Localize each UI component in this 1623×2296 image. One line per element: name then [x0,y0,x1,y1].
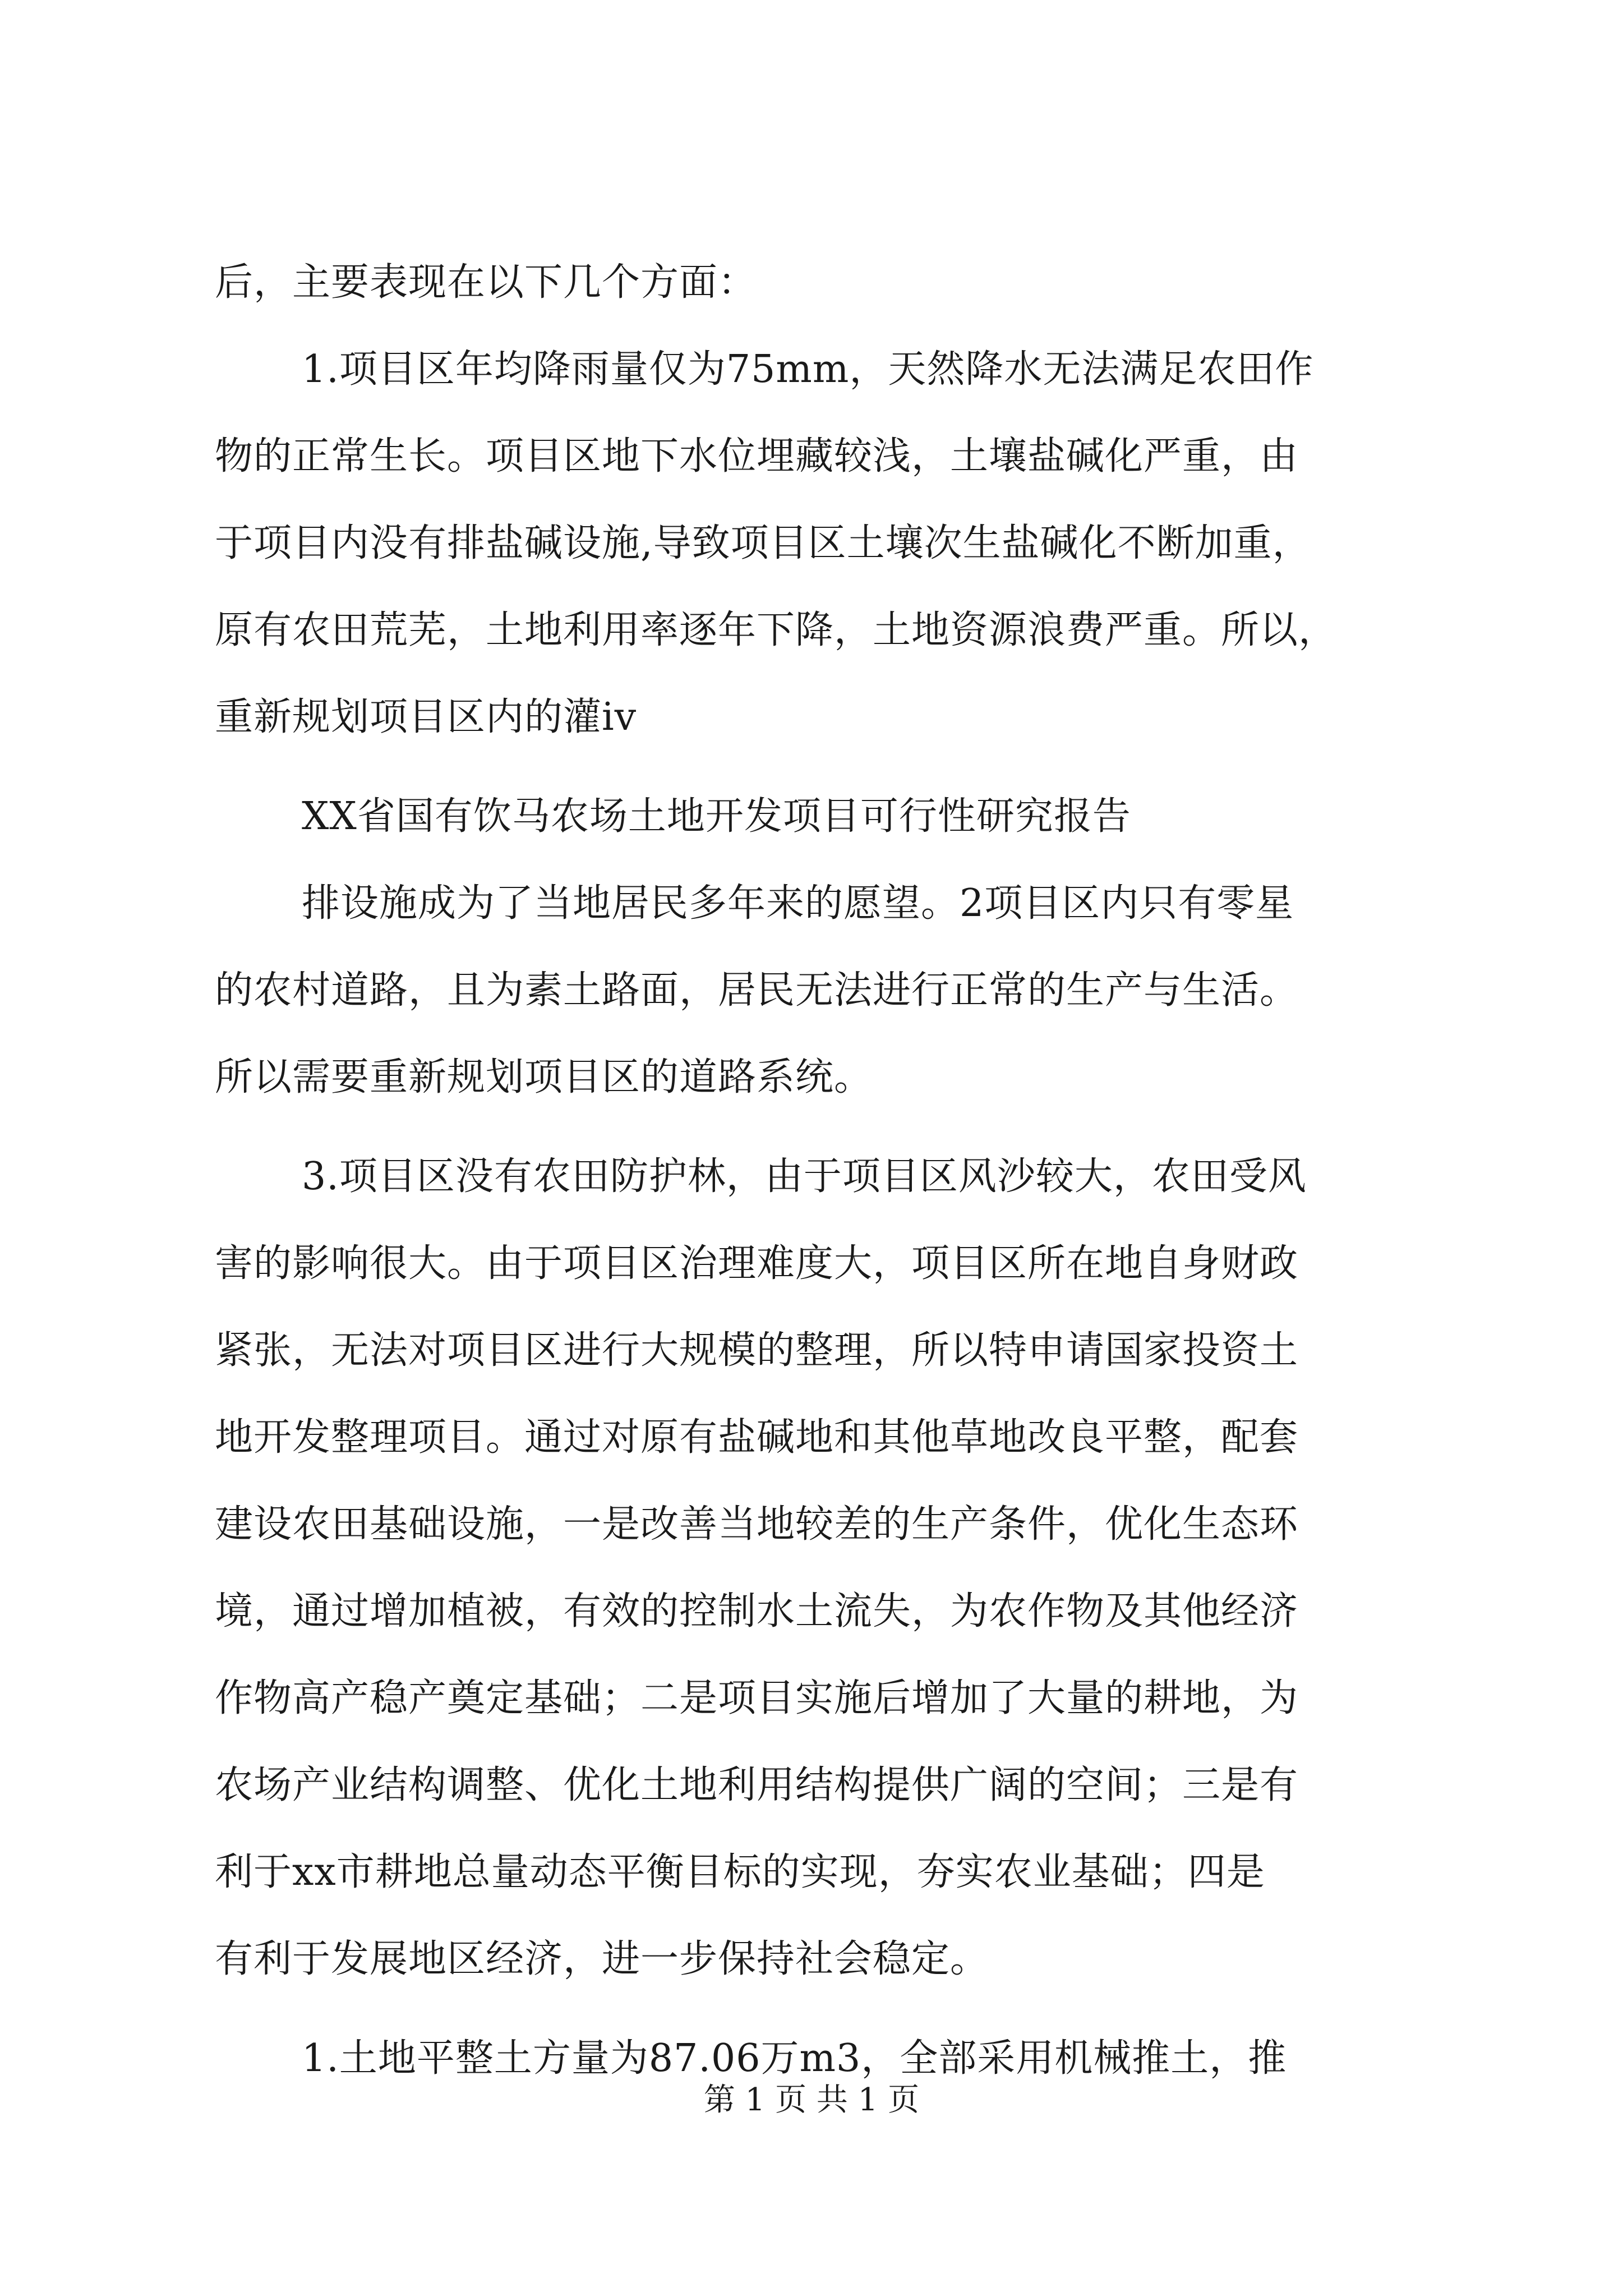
text-line: 境，通过增加植被，有效的控制水土流失，为农作物及其他经济 [215,1589,1299,1634]
text-line: 排设施成为了当地居民多年来的愿望。2项目区内只有零星 [302,881,1294,926]
document-body [215,260,1437,2081]
text-line: 害的影响很大。由于项目区治理难度大，项目区所在地自身财政 [215,1241,1299,1286]
text-line: 后，主要表现在以下几个方面： [215,260,757,305]
text-line: 地开发整理项目。通过对原有盐碱地和其他草地改良平整，配套 [215,1415,1299,1460]
text-line: 1.土地平整土方量为87.06万m3，全部采用机械推土，推 [302,2036,1287,2081]
text-line: 于项目内没有排盐碱设施,导致项目区土壤次生盐碱化不断加重， [215,521,1311,565]
text-line: 有利于发展地区经济，进一步保持社会稳定。 [215,1937,989,1981]
text-line: 3.项目区没有农田防护林，由于项目区风沙较大，农田受风 [302,1154,1307,1199]
text-line: 利于xx市耕地总量动态平衡目标的实现，夯实农业基础；四是 [215,1850,1265,1894]
text-line: 原有农田荒芜，土地利用率逐年下降，土地资源浪费严重。所以， [215,608,1338,652]
text-line: 作物高产稳产奠定基础；二是项目实施后增加了大量的耕地，为 [215,1676,1299,1720]
text-line: 重新规划项目区内的灌iv [215,695,637,739]
text-line: 建设农田基础设施，一是改善当地较差的生产条件，优化生态环 [215,1502,1299,1547]
running-header-text: XX省国有饮马农场土地开发项目可行性研究报告 [302,794,1131,839]
text-line: 的农村道路，且为素土路面，居民无法进行正常的生产与生活。 [215,968,1299,1013]
page-number-footer: 第 1 页 共 1 页 [703,2082,920,2118]
text-line: 1.项目区年均降雨量仅为75mm，天然降水无法满足农田作 [302,347,1314,392]
text-line: 紧张，无法对项目区进行大规模的整理，所以特申请国家投资土 [215,1328,1299,1373]
text-line: 物的正常生长。项目区地下水位埋藏较浅，土壤盐碱化严重，由 [215,434,1299,478]
text-line: 农场产业结构调整、优化土地利用结构提供广阔的空间；三是有 [215,1763,1299,1807]
text-line: 所以需要重新规划项目区的道路系统。 [215,1055,873,1099]
